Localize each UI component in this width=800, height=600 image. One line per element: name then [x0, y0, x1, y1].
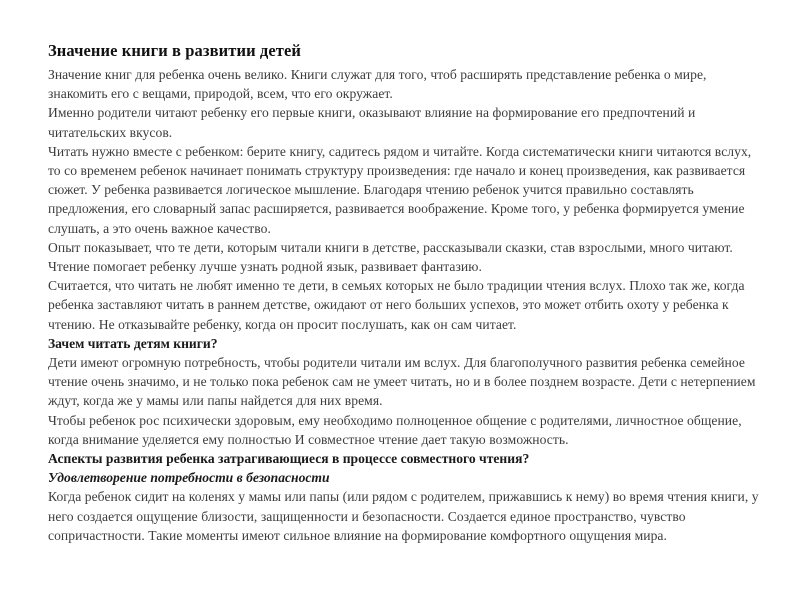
paragraph: Чтобы ребенок рос психически здоровым, ему необходимо полноценное общение с родителями, личностное общение, когда внимание уделяется ему полностью И совместное чтение дает такую возможность. — [48, 412, 742, 447]
section-heading-aspects: Аспекты развития ребенка затрагивающиеся в процессе совместного чтения? — [48, 451, 530, 467]
paragraph: Считается, что читать не любят именно те дети, в семьях которых не было традиции чтения вслух. Плохо так же, когда ребенка заставляют читать в раннем детстве, ожидают от него больших успехов, это может отбить охоту у ребенка к чтению. Не отказывайте ребенку, когда он просит послушать, как он сам читает. — [48, 278, 745, 332]
paragraph: Дети имеют огромную потребность, чтобы родители читали им вслух. Для благополучного развития ребенка семейное чтение очень значимо, и не только пока ребенок сам не умеет читать, но и в более позднем возрасте. Дети с нетерпением ждут, когда же у мамы или папы найдется для них время. — [48, 355, 756, 409]
paragraph: Когда ребенок сидит на коленях у мамы или папы (или рядом с родителем, прижавшись к нему) во время чтения книги, у него создается ощущение близости, защищенности и безопасности. Создается единое пространство, чувство сопричастности. Такие моменты имеют сильное влияние на формирование комфортного ощущения мира. — [48, 489, 759, 543]
document — [48, 40, 760, 545]
paragraph: Читать нужно вместе с ребенком: берите книгу, садитесь рядом и читайте. Когда систематически книги читаются вслух, то со временем ребенок начинает понимать структуру произведения: где начало и конец произведения, как развивается сюжет. У ребенка развивается логическое мышление. Благодаря чтению ребенок учится правильно составлять предложения, его словарный запас расширяется, развивается воображение. Кроме того, у ребенка формируется умение слушать, а это очень важное качество. — [48, 143, 752, 236]
paragraph: Опыт показывает, что те дети, которым читали книги в детстве, рассказывали сказки, став взрослыми, много читают. Чтение помогает ребенку лучше узнать родной язык, развивает фантазию. — [48, 239, 733, 275]
document-title: Значение книги в развитии детей — [48, 41, 302, 60]
section-heading-why-read: Зачем читать детям книги? — [48, 335, 218, 351]
paragraph: Именно родители читают ребенку его первые книги, оказывают влияние на формирование его предпочтений и читательских вкусов. — [48, 105, 696, 140]
paragraph: Значение книг для ребенка очень велико. Книги служат для того, чтоб расширять представление ребенка о мире, знакомить его с вещами, природой, всем, что его окружает. — [48, 67, 707, 102]
subheading-safety-need: Удовлетворение потребности в безопасности — [48, 470, 330, 486]
